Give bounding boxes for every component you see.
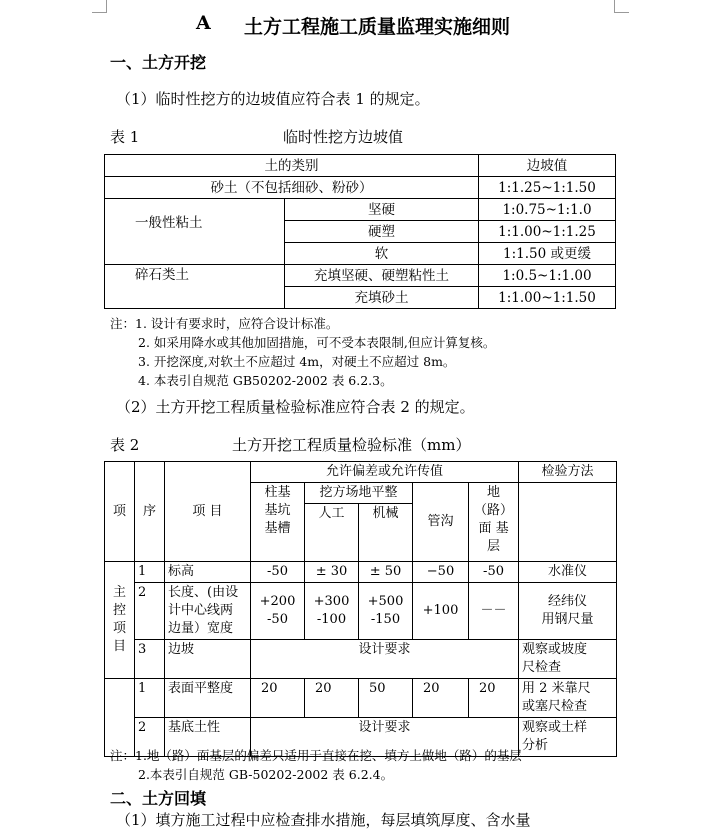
table2-head-allow: 允许偏差或允许传值 <box>251 462 519 483</box>
table1-cell: 1:1.00~1:1.50 <box>479 287 616 309</box>
table2-note: 2.本表引自规范 GB-50202-2002 表 6.2.4。 <box>138 767 394 782</box>
table1-note: 注：1. 设计有要求时，应符合设计标准。 <box>110 316 339 331</box>
table2-head-method: 检验方法 <box>519 462 617 483</box>
table-cell: 经纬仪 用钢尺量 <box>519 583 617 640</box>
table-cell: +500 -150 <box>359 583 413 640</box>
table1-caption: 临时性挖方边坡值 <box>283 128 404 146</box>
section2-title: 二、土方回填 <box>110 789 207 808</box>
table1-cell: 硬塑 <box>285 221 479 243</box>
table-cell: 50 <box>359 679 413 718</box>
table1-cell: 充填坚硬、硬塑粘性土 <box>285 265 479 287</box>
table2-caption: 土方开挖工程质量检验标准（mm） <box>232 436 471 454</box>
section2-para1: （1）填方施工过程中应检查排水措施，每层填筑厚度、含水量 <box>116 811 531 829</box>
section1-title: 一、土方开挖 <box>110 53 207 72</box>
table1-note: 4. 本表引自规范 GB50202-2002 表 6.2.3。 <box>138 373 393 388</box>
table-cell: +100 <box>413 583 469 640</box>
table-cell: 水准仪 <box>519 562 617 583</box>
table-cell: 观察或坡度 尺检查 <box>519 640 617 679</box>
table-cell: 标高 <box>165 562 251 583</box>
table2-head-site: 挖方场地平整 <box>305 483 413 504</box>
table-cell: 设计要求 <box>251 718 519 757</box>
table1-head-slope: 边坡值 <box>479 155 616 177</box>
table1-cell: 1:1.50 或更缓 <box>479 243 616 265</box>
table-cell: −50 <box>413 562 469 583</box>
table-cell: +200 -50 <box>251 583 305 640</box>
section1-para2: （2）土方开挖工程质量检验标准应符合表 2 的规定。 <box>116 398 475 416</box>
table1-group-gravel: 碎石类土 <box>105 265 285 309</box>
table2-label: 表 2 <box>110 436 140 454</box>
table2-head-trench: 管沟 <box>413 483 469 562</box>
table-cell: 表面平整度 <box>165 679 251 718</box>
table-cell: 3 <box>135 640 165 679</box>
table-cell: -50 <box>469 562 519 583</box>
table-cell: 基底土性 <box>165 718 251 757</box>
table2-head-machine: 机械 <box>359 504 413 562</box>
table2-group-main: 主 控 项 目 <box>105 562 135 679</box>
table-cell: －－ <box>469 583 519 640</box>
table-cell: ± 50 <box>359 562 413 583</box>
table-cell: 设计要求 <box>251 640 519 679</box>
table1-cell: 砂土（不包括细砂、粉砂） <box>105 177 479 199</box>
table-cell: 20 <box>413 679 469 718</box>
table1-cell: 1:1.00~1:1.25 <box>479 221 616 243</box>
table1-cell: 充填砂土 <box>285 287 479 309</box>
table2-head-xu: 序 <box>135 462 165 562</box>
table-cell: 20 <box>469 679 519 718</box>
table-cell: -50 <box>251 562 305 583</box>
table1-note: 3. 开挖深度,对软土不应超过 4m，对硬土不应超过 8m。 <box>138 354 456 369</box>
table1-cell: 软 <box>285 243 479 265</box>
table1-cell: 1:0.5~1:1.00 <box>479 265 616 287</box>
table2-head-pit: 柱基 基坑 基槽 <box>251 483 305 562</box>
table-cell: 观察或土样 分析 <box>519 718 617 757</box>
table1-label: 表 1 <box>110 128 140 146</box>
table2-head-road: 地 （路） 面 基 层 <box>469 483 519 562</box>
crop-mark-right <box>614 0 629 13</box>
table-cell: 1 <box>135 679 165 718</box>
table1-note: 2. 如采用降水或其他加固措施，可不受本表限制,但应计算复核。 <box>138 335 496 350</box>
table-cell: +300 -100 <box>305 583 359 640</box>
table-cell: 1 <box>135 562 165 583</box>
table1-cell: 1:1.25~1:1.50 <box>479 177 616 199</box>
table-cell: 2 <box>135 718 165 757</box>
table-cell: 20 <box>251 679 305 718</box>
page-title: 土方工程施工质量监理实施细则 <box>244 16 511 38</box>
table-cell: 长度、(由设 计中心线两 边量）宽度 <box>165 583 251 640</box>
heading-letter: A <box>196 12 211 34</box>
table1-group-clay: 一般性粘土 <box>105 199 285 265</box>
table2-group-general <box>105 679 135 757</box>
table2-inspection-standard <box>104 461 617 757</box>
table-cell: ± 30 <box>305 562 359 583</box>
table-cell: 边坡 <box>165 640 251 679</box>
table2-head-method-blank <box>519 483 617 562</box>
table2-head-item: 项 目 <box>165 462 251 562</box>
table1-slope-values <box>104 154 616 309</box>
table2-head-xiang: 项 <box>105 462 135 562</box>
table1-cell: 坚硬 <box>285 199 479 221</box>
table2-note: 注：1.地（路）面基层的偏差只适用于直接在挖、填方上做地（路）的基层 <box>110 748 522 763</box>
table-cell: 用 2 米靠尺 或塞尺检查 <box>519 679 617 718</box>
table-cell: 2 <box>135 583 165 640</box>
table1-head-type: 土的类别 <box>105 155 479 177</box>
table2-head-manual: 人工 <box>305 504 359 562</box>
table1-cell: 1:0.75~1:1.0 <box>479 199 616 221</box>
table-cell: 20 <box>305 679 359 718</box>
section1-para1: （1）临时性挖方的边坡值应符合表 1 的规定。 <box>116 90 430 108</box>
crop-mark-left <box>92 0 107 13</box>
